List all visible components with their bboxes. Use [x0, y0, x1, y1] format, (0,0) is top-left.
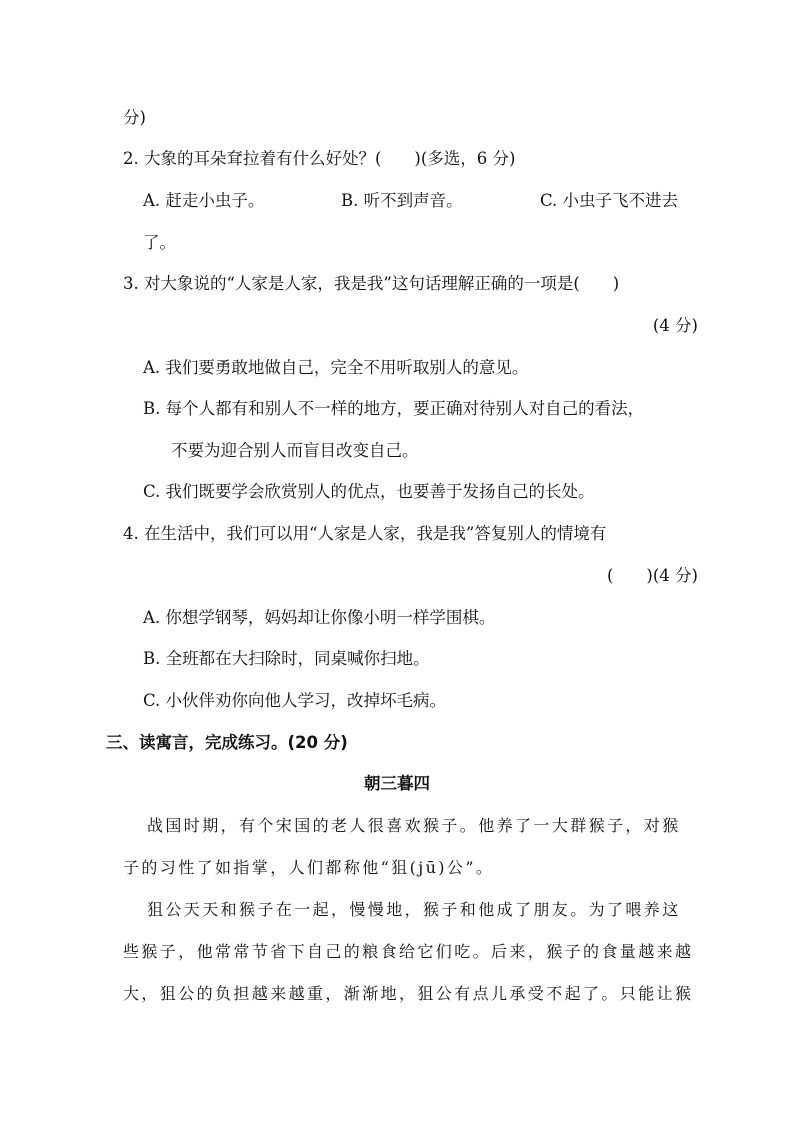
question-4-stem: 4. 在生活中，我们可以用“人家是人家，我是我”答复别人的情境有 — [123, 524, 607, 543]
question-2-option-a: A. 赶走小虫子。 — [143, 191, 265, 210]
question-3-score: (4 分) — [652, 316, 698, 335]
question-3-option-a: A. 我们要勇敢地做自己，完全不用听取别人的意见。 — [143, 358, 529, 377]
story-paragraph-2-line-3: 大，狙公的负担越来越重，渐渐地，狙公有点儿承受不起了。只能让猴 — [123, 984, 694, 1003]
question-3-stem: 3. 对大象说的“人家是人家，我是我”这句话理解正确的一项是( ) — [123, 274, 620, 293]
question-3-option-b: B. 每个人都有和别人不一样的地方，要正确对待别人对自己的看法， — [143, 399, 645, 418]
section-3-heading: 三、读寓言，完成练习。(20 分) — [106, 733, 348, 752]
question-2-option-b: B. 听不到声音。 — [341, 191, 463, 210]
question-2-option-c-continued: 了。 — [143, 233, 176, 252]
question-4-option-c: C. 小伙伴劝你向他人学习，改掉坏毛病。 — [143, 691, 447, 710]
question-4-option-a: A. 你想学钢琴，妈妈却让你像小明一样学围棋。 — [143, 608, 496, 627]
question-3-option-b-continued: 不要为迎合别人而盲目改变自己。 — [171, 441, 419, 460]
question-2-option-c: C. 小虫子飞不进去 — [540, 191, 679, 210]
story-paragraph-1-line-2: 子的习性了如指掌，人们都称他“狙(jū)公”。 — [123, 858, 495, 877]
story-title: 朝三暮四 — [364, 774, 430, 793]
story-paragraph-2-line-2: 些猴子，他常常节省下自己的粮食给它们吃。后来，猴子的食量越来越 — [123, 942, 694, 961]
story-paragraph-1-line-1: 战国时期，有个宋国的老人很喜欢猴子。他养了一大群猴子，对猴 — [147, 816, 681, 835]
question-4-option-b: B. 全班都在大扫除时，同桌喊你扫地。 — [143, 649, 430, 668]
question-3-option-c: C. 我们既要学会欣赏别人的优点，也要善于发扬自己的长处。 — [143, 482, 595, 501]
question-4-score: ( )(4 分) — [607, 566, 698, 585]
question-2-stem: 2. 大象的耳朵耷拉着有什么好处？( )(多选，6 分) — [123, 149, 516, 168]
story-paragraph-2-line-1: 狙公天天和猴子在一起，慢慢地，猴子和他成了朋友。为了喂养这 — [147, 900, 681, 919]
previous-question-fragment: 分) — [123, 108, 146, 127]
